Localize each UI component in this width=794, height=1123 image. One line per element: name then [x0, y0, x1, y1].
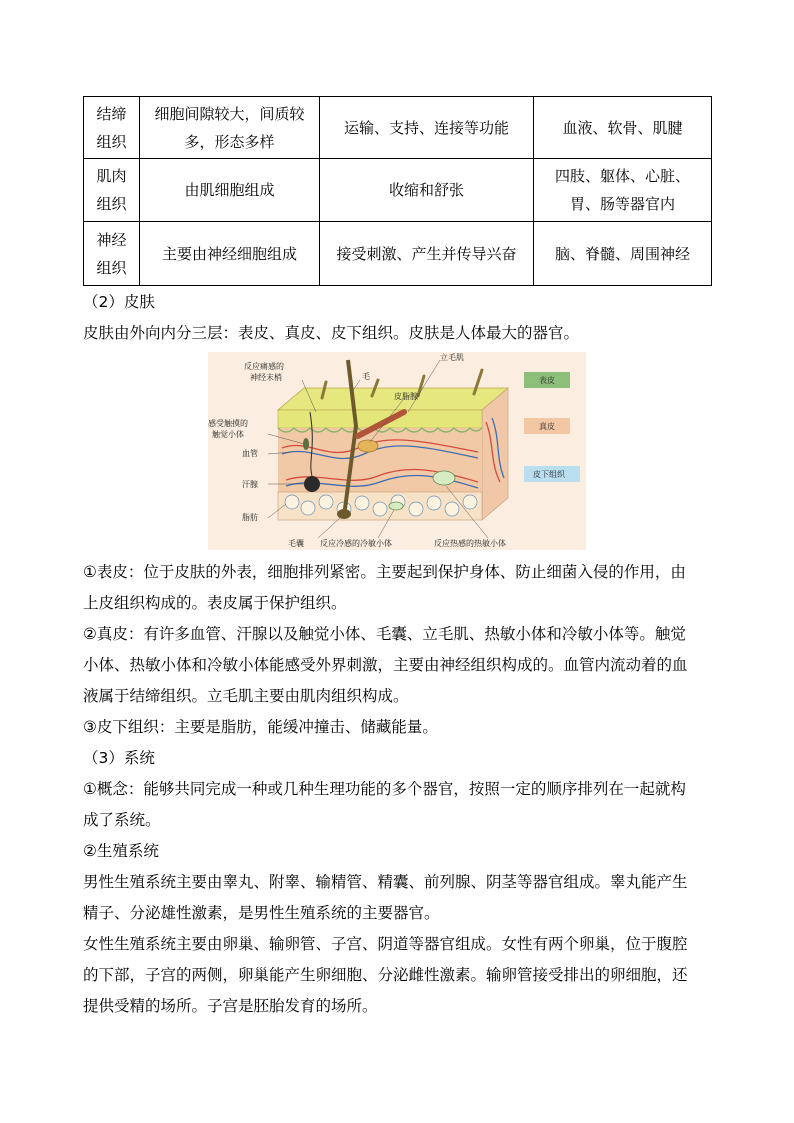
tissue-feature: 主要由神经细胞组成: [140, 222, 320, 286]
sebaceous-gland: [358, 440, 378, 452]
cold-corpuscle: [389, 502, 403, 510]
paragraph-female: 女性生殖系统主要由卵巢、输卵管、子宫、阴道等器官组成。女性有两个卵巢，位于腹腔: [83, 935, 688, 953]
label-pain-nerve: 反应痛感的: [244, 362, 284, 371]
paragraph-male-cont: 精子、分泌雄性激素，是男性生殖系统的主要器官。: [83, 904, 440, 922]
tissue-feature: 细胞间隙较大，间质较 多，形态多样: [140, 97, 320, 159]
sweat-gland: [304, 476, 320, 492]
label-touch: 感受触摸的: [208, 419, 248, 428]
subheading-reproductive: ②生殖系统: [83, 842, 159, 860]
paragraph-concept-cont: 成了系统。: [83, 811, 161, 829]
paragraph-dermis: ②真皮：有许多血管、汗腺以及触觉小体、毛囊、立毛肌、热敏小体和冷敏小体等。触觉: [83, 625, 686, 643]
tissue-example: 脑、脊髓、周围神经: [534, 222, 712, 286]
body-text: [83, 557, 713, 1022]
paragraph-female-cont: 提供受精的场所。子宫是胚胎发育的场所。: [83, 997, 378, 1015]
legend-dermis-label: 真皮: [539, 422, 555, 431]
table-row: [84, 159, 712, 222]
label-sebaceous: 皮脂腺: [394, 392, 418, 401]
label-cold: 反应冷感的冷敏小体: [320, 539, 392, 548]
tissue-function: 收缩和舒张: [320, 159, 534, 222]
label-vessel: 血管: [242, 449, 258, 458]
label-heat: 反应热感的热敏小体: [434, 539, 506, 548]
label-fat: 脂肪: [242, 513, 258, 522]
tissue-function: 运输、支持、连接等功能: [320, 97, 534, 159]
tissue-function: 接受刺激、产生并传导兴奋: [320, 222, 534, 286]
section-heading: （2）皮肤: [83, 293, 155, 311]
tissue-feature: 由肌细胞组成: [140, 159, 320, 222]
paragraph-male: 男性生殖系统主要由睾丸、附睾、输精管、精囊、前列腺、阴茎等器官组成。睾丸能产生: [83, 873, 688, 891]
label-hair: 毛: [362, 372, 370, 381]
legend-subcutaneous-label: 皮下组织: [533, 470, 565, 479]
label-pain-nerve-2: 神经末梢: [250, 373, 282, 382]
tissue-example: 四肢、躯体、心脏、 胃、肠等器官内: [534, 159, 712, 222]
paragraph-epidermis: ①表皮：位于皮肤的外表，细胞排列紧密。主要起到保护身体、防止细菌入侵的作用，由: [83, 563, 686, 581]
label-touch-2: 触觉小体: [212, 430, 244, 439]
section-heading-system: （3）系统: [83, 749, 155, 767]
tissue-name: 肌肉 组织: [84, 159, 140, 222]
tissue-table: [83, 96, 712, 286]
legend-epidermis-label: 表皮: [539, 376, 555, 385]
tissue-name: 神经 组织: [84, 222, 140, 286]
paragraph-epidermis-cont: 上皮组织构成的。表皮属于保护组织。: [83, 594, 347, 612]
skin-side-face: [482, 388, 508, 520]
paragraph-female-cont: 的下部，子宫的两侧，卵巢能产生卵细胞、分泌雌性激素。输卵管接受排出的卵细胞，还: [83, 966, 688, 984]
table-row: [84, 222, 712, 286]
label-follicle: 毛囊: [288, 539, 304, 548]
paragraph-concept: ①概念：能够共同完成一种或几种生理功能的多个器官，按照一定的顺序排列在一起就构: [83, 780, 686, 798]
tissue-name: 结缔 组织: [84, 97, 140, 159]
tissue-example: 血液、软骨、肌腱: [534, 97, 712, 159]
paragraph-subcutaneous: ③皮下组织：主要是脂肪，能缓冲撞击、储藏能量。: [83, 718, 438, 736]
skin-section: [83, 287, 713, 349]
label-sweat: 汗腺: [242, 480, 258, 489]
skin-diagram: [208, 352, 586, 550]
table-row: [84, 97, 712, 159]
heat-corpuscle: [433, 471, 455, 485]
paragraph-dermis-cont: 小体、热敏小体和冷敏小体能感受外界刺激，主要由神经组织构成的。血管内流动着的血: [83, 656, 688, 674]
paragraph-dermis-cont: 液属于结缔组织。立毛肌主要由肌肉组织构成。: [83, 687, 409, 705]
paragraph: 皮肤由外向内分三层：表皮、真皮、皮下组织。皮肤是人体最大的器官。: [83, 324, 580, 342]
label-arrector: 立毛肌: [440, 353, 464, 362]
